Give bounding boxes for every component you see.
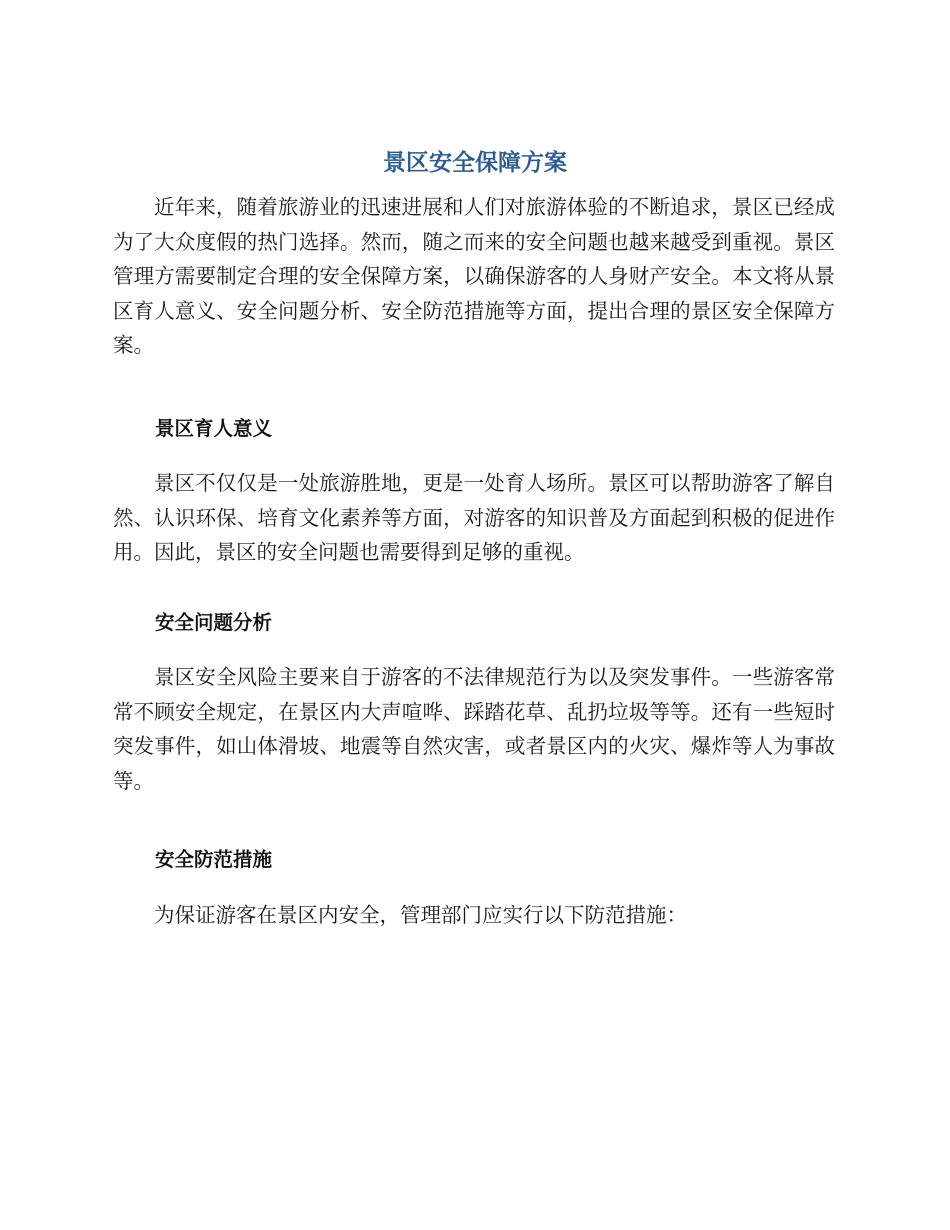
section-body-measures: 为保证游客在景区内安全，管理部门应实行以下防范措施： [154, 903, 687, 927]
section-heading-analysis: 安全问题分析 [155, 611, 273, 634]
section-body-education: 景区不仅仅是一处旅游胜地，更是一处育人场所。景区可以帮助游客了解自然、认识环保、培育文化素养等方面，对游客的知识普及方面起到积极的促进作用。因此，景区的安全问题也需要得到足够的重视。 [113, 471, 835, 564]
section-heading-measures: 安全防范措施 [155, 848, 273, 871]
section-heading-education: 景区育人意义 [155, 417, 273, 440]
section-body-analysis: 景区安全风险主要来自于游客的不法律规范行为以及突发事件。一些游客常常不顾安全规定，在景区内大声喧哗、踩踏花草、乱扔垃圾等等。还有一些短时突发事件，如山体滑坡、地震等自然灾害，或者景区内的火灾、爆炸等人为事故等。 [113, 665, 835, 793]
intro-paragraph: 近年来，随着旅游业的迅速进展和人们对旅游体验的不断追求，景区已经成为了大众度假的热门选择。然而，随之而来的安全问题也越来越受到重视。景区管理方需要制定合理的安全保障方案，以确保游客的人身财产安全。本文将从景区育人意义、安全问题分析、安全防范措施等方面，提出合理的景区安全保障方案。 [113, 195, 835, 357]
document-title: 景区安全保障方案 [383, 150, 567, 176]
